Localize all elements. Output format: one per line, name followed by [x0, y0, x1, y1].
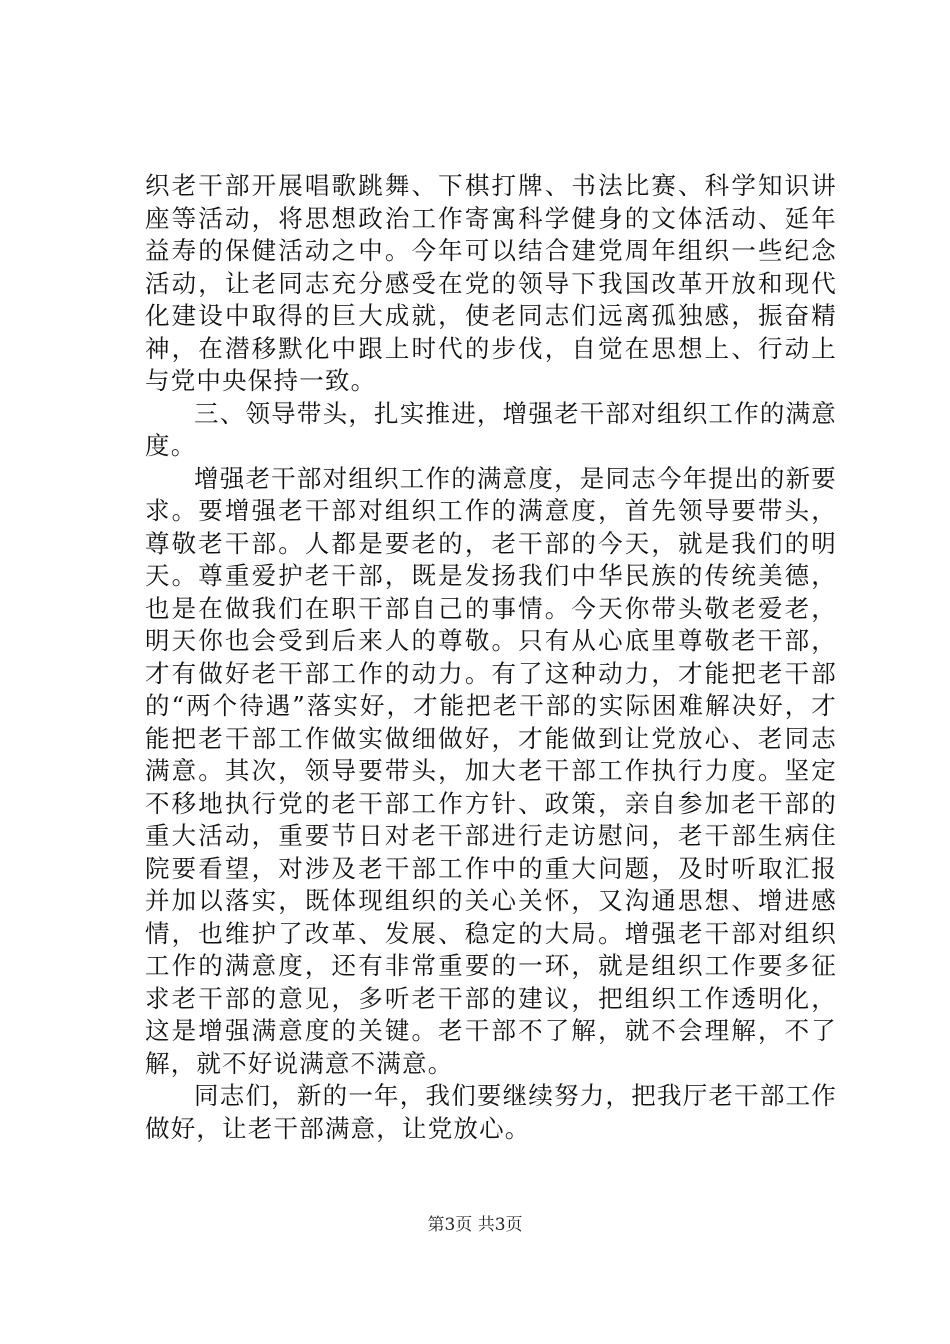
page-footer: 第3页 共3页 [427, 1215, 523, 1235]
section-heading: 三、领导带头，扎实推进，增强老干部对组织工作的满意度。 [145, 398, 837, 460]
paragraph-satisfaction: 增强老干部对组织工作的满意度，是同志今年提出的新要求。要增强老干部对组织工作的满意度，首先领导要带头，尊敬老干部。人都是要老的，老干部的今天，就是我们的明天。尊重爱护老干部，既是发扬我们中华民族的传统美德，也是在做我们在职干部自己的事情。今天你带头敬老爱老，明天你也会受到后来人的尊敬。只有从心底里尊敬老干部，才有做好老干部工作的动力。有了这种动力，才能把老干部的“两个待遇”落实好，才能把老干部的实际困难解决好，才能把老干部工作做实做细做好，才能做到让党放心、老同志满意。其次，领导要带头，加大老干部工作执行力度。坚定不移地执行党的老干部工作方针、政策，亲自参加老干部的重大活动，重要节日对老干部进行走访慰问，老干部生病住院要看望，对涉及老干部工作中的重大问题，及时听取汇报并加以落实，既体现组织的关心关怀，又沟通思想、增进感情，也维护了改革、发展、稳定的大局。增强老干部对组织工作的满意度，还有非常重要的一环，就是组织工作要多征求老干部的意见，多听老干部的建议，把组织工作透明化，这是增强满意度的关键。老干部不了解，就不会理解，不了解，就不好说满意不满意。 [145, 463, 837, 1078]
document-body [145, 170, 837, 1145]
paragraph-continued: 织老干部开展唱歌跳舞、下棋打牌、书法比赛、科学知识讲座等活动，将思想政治工作寄寓科学健身的文体活动、延年益寿的保健活动之中。今年可以结合建党周年组织一些纪念活动，让老同志充分感受在党的领导下我国改革开放和现代化建设中取得的巨大成就，使老同志们远离孤独感，振奋精神，在潜移默化中跟上时代的步伐，自觉在思想上、行动上与党中央保持一致。 [145, 171, 837, 395]
paragraph-closing: 同志们，新的一年，我们要继续努力，把我厅老干部工作做好，让老干部满意，让党放心。 [145, 1081, 837, 1143]
